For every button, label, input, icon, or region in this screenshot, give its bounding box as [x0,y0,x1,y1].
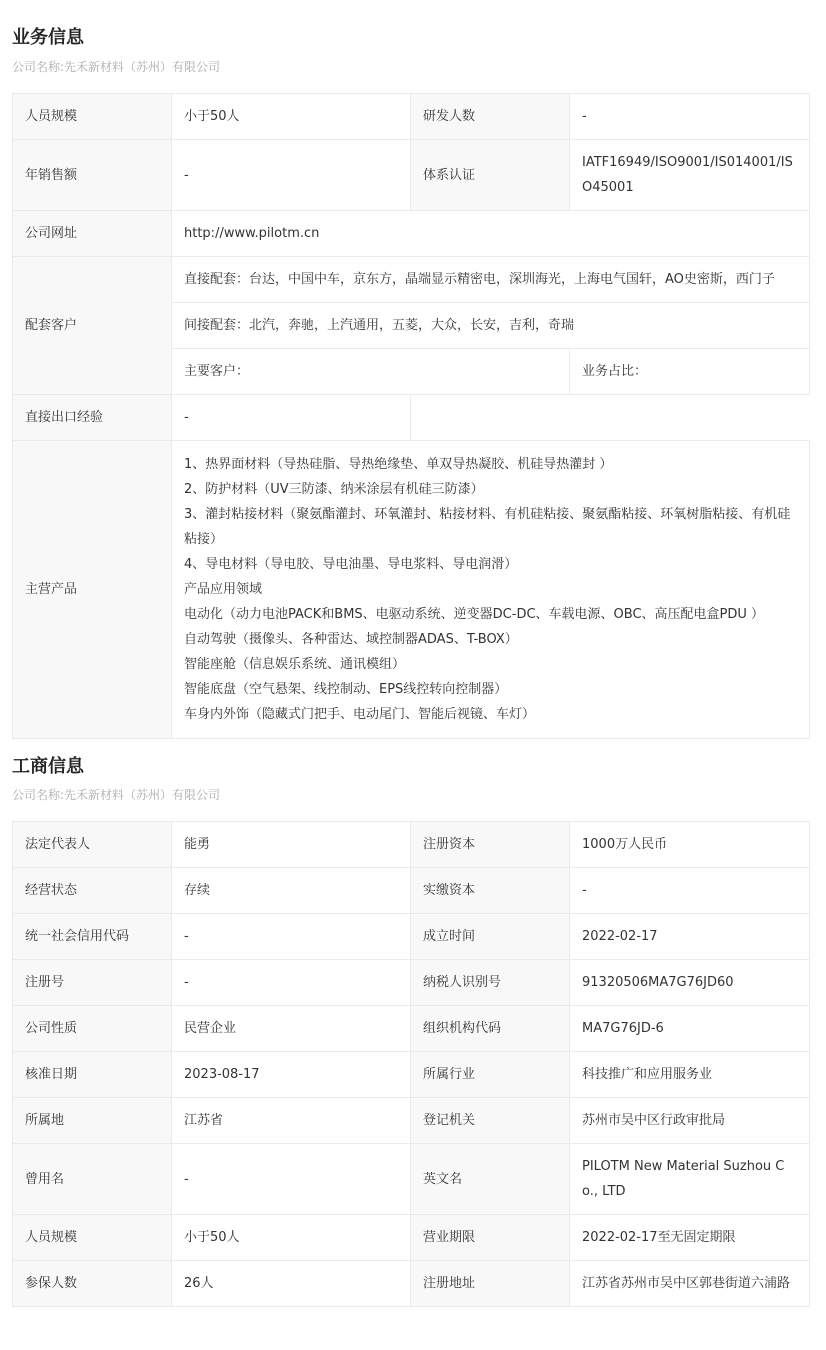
annual-sales-label: 年销售额 [13,140,172,211]
product-line: 智能底盘（空气悬架、线控制动、EPS线控转向控制器） [184,682,508,697]
certification-value: IATF16949/ISO9001/IS014001/ISO45001 [570,140,810,211]
field-value: 能勇 [172,822,411,868]
field-label: 登记机关 [411,1098,570,1144]
product-line: 产品应用领域 [184,582,263,597]
table-row [13,211,810,257]
business-section-title: 业务信息 [12,27,84,48]
product-line: 4、导电材料（导电胶、导电油墨、导电浆料、导电润滑） [184,557,518,572]
rd-count-label: 研发人数 [411,94,570,140]
field-label: 注册地址 [411,1261,570,1307]
customers-label: 配套客户 [13,257,172,395]
staff-size-label: 人员规模 [13,94,172,140]
business-company-name: 公司名称:先禾新材料（苏州）有限公司 [12,60,221,74]
table-row [13,395,810,441]
empty-cell [411,395,810,441]
table-row [13,1006,810,1052]
field-label: 曾用名 [13,1144,172,1215]
field-label: 实缴资本 [411,868,570,914]
field-label: 英文名 [411,1144,570,1215]
product-line: 电动化（动力电池PACK和BMS、电驱动系统、逆变器DC-DC、车载电源、OBC、高压配电盒PDU ） [184,607,765,622]
field-value: - [172,1144,411,1215]
certification-label: 体系认证 [411,140,570,211]
field-label: 法定代表人 [13,822,172,868]
table-row [13,914,810,960]
field-value: 91320506MA7G76JD60 [570,960,810,1006]
table-row [13,257,810,303]
field-label: 参保人数 [13,1261,172,1307]
field-label: 注册资本 [411,822,570,868]
field-value: 26人 [172,1261,411,1307]
field-value: 1000万人民币 [570,822,810,868]
field-value: 江苏省苏州市吴中区郭巷街道六浦路 [570,1261,810,1307]
table-row [13,1098,810,1144]
product-line: 1、热界面材料（导热硅脂、导热绝缘垫、单双导热凝胶、机硅导热灌封 ） [184,457,613,472]
field-value: 苏州市吴中区行政审批局 [570,1098,810,1144]
table-row [13,140,810,211]
table-row [13,1052,810,1098]
field-value: - [172,960,411,1006]
registration-company-name: 公司名称:先禾新材料（苏州）有限公司 [12,788,221,802]
field-value: - [570,868,810,914]
field-value: 存续 [172,868,411,914]
rd-count-value: - [570,94,810,140]
product-line: 2、防护材料（UV三防漆、纳米涂层有机硅三防漆） [184,482,484,497]
product-line: 车身内外饰（隐藏式门把手、电动尾门、智能后视镜、车灯） [184,707,536,722]
table-row [13,868,810,914]
field-value: 2022-02-17 [570,914,810,960]
field-value: 2022-02-17至无固定期限 [570,1215,810,1261]
field-label: 所属行业 [411,1052,570,1098]
field-label: 纳税人识别号 [411,960,570,1006]
product-line: 自动驾驶（摄像头、各种雷达、域控制器ADAS、T-BOX） [184,632,518,647]
field-label: 组织机构代码 [411,1006,570,1052]
table-row [13,822,810,868]
annual-sales-value: - [172,140,411,211]
products-list [172,441,810,739]
table-row [13,1215,810,1261]
indirect-supply-value: 间接配套：北汽，奔驰，上汽通用，五菱，大众，长安，吉利，奇瑞 [172,303,810,349]
table-row [13,1261,810,1307]
table-row [13,94,810,140]
products-label: 主营产品 [13,441,172,739]
product-line: 3、灌封粘接材料（聚氨酯灌封、环氧灌封、粘接材料、有机硅粘接、聚氨酯粘接、环氧树脂粘接、有机硅粘接） [184,507,791,547]
field-label: 统一社会信用代码 [13,914,172,960]
field-value: MA7G76JD-6 [570,1006,810,1052]
table-row [13,441,810,739]
field-label: 核准日期 [13,1052,172,1098]
table-row [13,1144,810,1215]
field-value: 江苏省 [172,1098,411,1144]
field-value: 2023-08-17 [172,1052,411,1098]
field-label: 所属地 [13,1098,172,1144]
field-label: 经营状态 [13,868,172,914]
export-value: - [172,395,411,441]
field-value: - [172,914,411,960]
field-label: 人员规模 [13,1215,172,1261]
business-info-table [12,93,810,739]
field-value: 民营企业 [172,1006,411,1052]
field-label: 注册号 [13,960,172,1006]
product-line: 智能座舱（信息娱乐系统、通讯模组） [184,657,406,672]
business-share-label: 业务占比： [570,349,810,395]
field-label: 成立时间 [411,914,570,960]
main-customers-label: 主要客户： [172,349,570,395]
field-label: 公司性质 [13,1006,172,1052]
table-row [13,960,810,1006]
field-value: PILOTM New Material Suzhou Co., LTD [570,1144,810,1215]
export-label: 直接出口经验 [13,395,172,441]
registration-section-title: 工商信息 [12,756,84,777]
registration-info-table [12,821,810,1307]
website-link[interactable]: http://www.pilotm.cn [172,211,810,257]
field-label: 营业期限 [411,1215,570,1261]
staff-size-value: 小于50人 [172,94,411,140]
field-value: 小于50人 [172,1215,411,1261]
website-label: 公司网址 [13,211,172,257]
field-value: 科技推广和应用服务业 [570,1052,810,1098]
direct-supply-value: 直接配套：台达，中国中车，京东方，晶端显示精密电，深圳海光，上海电气国轩，AO史密斯，西门子 [172,257,810,303]
